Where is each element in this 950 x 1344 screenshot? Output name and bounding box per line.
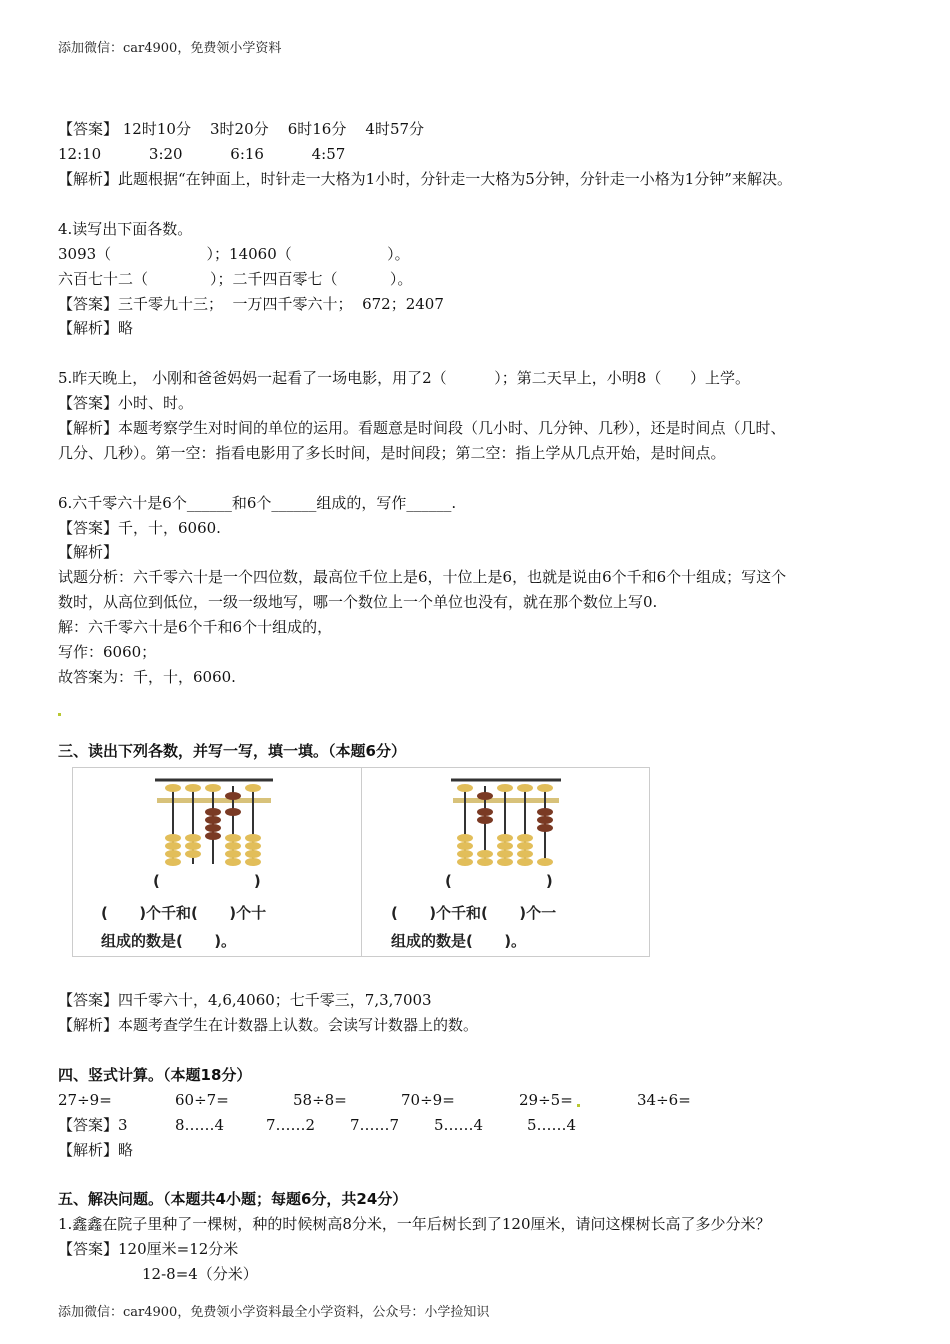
- section3-analysis: 【解析】本题考查学生在计数器上认数。会读写计数器上的数。: [58, 1016, 479, 1034]
- right-number-paren: ( ): [445, 872, 553, 890]
- division-answer: 5……4: [434, 1116, 484, 1134]
- section5-q1: 1.鑫鑫在院子里种了一棵树，种的时候树高8分米，一年后树长到了120厘米，请问这棵树长高了多少分米？: [58, 1215, 771, 1233]
- abacus-left: [73, 768, 361, 956]
- division-problem: 29÷5=: [519, 1091, 573, 1109]
- q5-answer: 【答案】小时、时。: [58, 394, 194, 412]
- q6-analysis-2: 数时，从高位到低位，一级一级地写，哪一个数位上一个单位也没有，就在那个数位上写0.: [58, 593, 658, 611]
- q6-answer: 【答案】千，十，6060.: [58, 519, 221, 537]
- q5-analysis-1: 【解析】本题考察学生对时间的单位的运用。看题意是时间段（几小时、几分钟、几秒），还是时间点（几时、: [58, 419, 786, 437]
- right-fill-line-2: 组成的数是( )。: [391, 932, 527, 950]
- q6-analysis-3: 解：六千零六十是6个千和6个十组成的，: [58, 618, 333, 636]
- section5-answer-2: 12-8=4（分米）: [142, 1265, 258, 1283]
- q6-analysis-1: 试题分析：六千零六十是一个四位数，最高位千位上是6，十位上是6，也就是说由6个千和6个十组成；写这个: [58, 568, 787, 586]
- section3-title: 三、读出下列各数，并写一写，填一填。（本题6分）: [58, 742, 406, 760]
- q6-analysis-label: 【解析】: [58, 543, 119, 561]
- q4-line2: 六百七十二（ ）；二千四百零七（ ）。: [58, 270, 413, 288]
- division-answer: 8……4: [175, 1116, 225, 1134]
- section4-analysis: 【解析】略: [58, 1141, 134, 1159]
- left-number-paren: ( ): [153, 872, 261, 890]
- q4-analysis: 【解析】略: [58, 319, 134, 337]
- abacus-panel-right: [361, 768, 649, 956]
- division-problem: 70÷9=: [401, 1091, 455, 1109]
- stray-dot: [58, 713, 61, 716]
- abacus-panel-left: [73, 768, 361, 956]
- page-header: 添加微信：car4900，免费领小学资料: [58, 41, 282, 56]
- q6-title: 6.六千零六十是6个______和6个______组成的，写作______.: [58, 494, 457, 512]
- q5-title: 5.昨天晚上， 小刚和爸爸妈妈一起看了一场电影，用了2（ ）；第二天早上，小明8（ ）上学。: [58, 369, 750, 387]
- section4-title: 四、竖式计算。（本题18分）: [58, 1066, 252, 1084]
- q3-analysis: 【解析】此题根据“在钟面上，时针走一大格为1小时，分针走一大格为5分钟，分针走一小格为1分钟”来解决。: [58, 170, 792, 188]
- page-footer: 添加微信：car4900，免费领小学资料最全小学资料，公众号：小学捡知识: [58, 1305, 490, 1320]
- q3-digital: 12:10 3:20 6:16 4:57: [58, 145, 346, 163]
- section5-answer-1: 【答案】120厘米=12分米: [58, 1240, 239, 1258]
- section4-answer-label: 【答案】3: [58, 1116, 128, 1134]
- division-answer: 7……7: [350, 1116, 400, 1134]
- stray-dot: [577, 1104, 580, 1107]
- abacus-right: [361, 768, 649, 956]
- left-fill-line-2: 组成的数是( )。: [101, 932, 237, 950]
- division-answer: 5……4: [527, 1116, 577, 1134]
- q6-analysis-5: 故答案为：千，十，6060.: [58, 668, 236, 686]
- left-fill-line-1: ( )个千和( )个十: [101, 904, 267, 922]
- section5-title: 五、解决问题。（本题共4小题；每题6分，共24分）: [58, 1190, 408, 1208]
- q6-analysis-4: 写作：6060；: [58, 643, 157, 661]
- division-answer: 7……2: [266, 1116, 316, 1134]
- q4-line1: 3093（ ）；14060（ ）。: [58, 245, 410, 263]
- q4-title: 4.读写出下面各数。: [58, 220, 193, 238]
- right-fill-line-1: ( )个千和( )个一: [391, 904, 557, 922]
- division-problem: 34÷6=: [637, 1091, 691, 1109]
- q4-answer: 【答案】三千零九十三； 一万四千零六十； 672；2407: [58, 295, 444, 313]
- division-problem: 60÷7=: [175, 1091, 229, 1109]
- section3-answer: 【答案】四千零六十，4,6,4060；七千零三，7,3,7003: [58, 991, 432, 1009]
- abacus-figure: [72, 767, 650, 957]
- division-problem: 27÷9=: [58, 1091, 112, 1109]
- q5-analysis-2: 几分、几秒）。第一空：指看电影用了多长时间，是时间段；第二空：指上学从几点开始，是时间点。: [58, 444, 726, 462]
- division-problem: 58÷8=: [293, 1091, 347, 1109]
- q3-answer: 【答案】 12时10分 3时20分 6时16分 4时57分: [58, 120, 425, 138]
